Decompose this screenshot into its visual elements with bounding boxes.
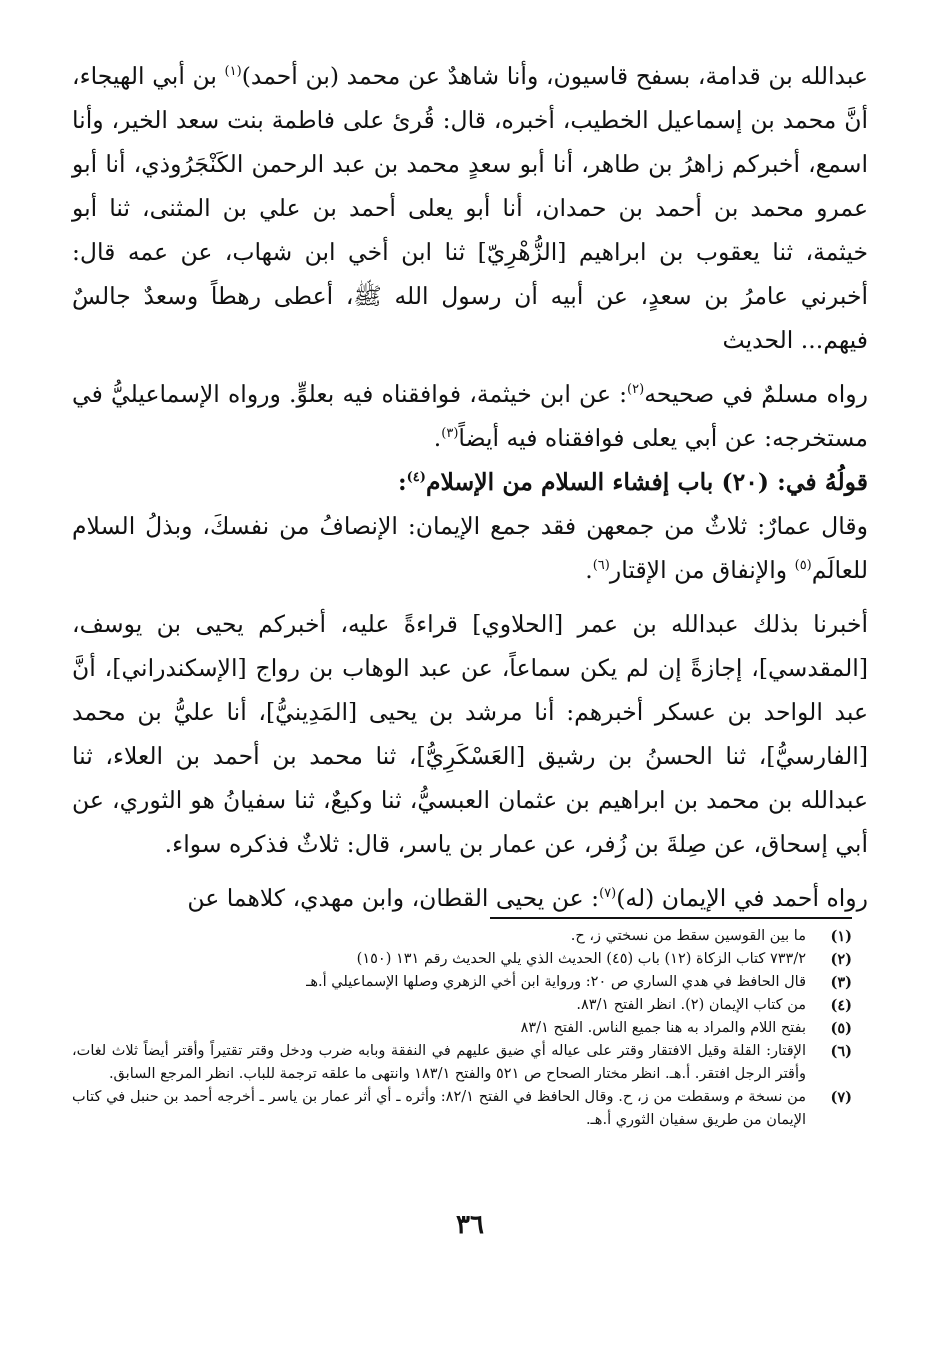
footnote-item <box>72 994 852 1017</box>
footnote-ref-3: (٣) <box>441 426 459 442</box>
paragraph-ammar-quote <box>72 504 868 592</box>
paragraph-riwaya-1 <box>72 372 868 460</box>
page-number: ٣٦ <box>456 1210 484 1240</box>
paragraph-text: : عن يحيى القطان، وابن مهدي، كلاهما عن <box>187 884 600 912</box>
footnote-text: من كتاب الإيمان (٢). انظر الفتح ٨٣/١. <box>576 997 806 1013</box>
paragraph-isnad-1 <box>72 54 868 362</box>
footnote-number: (٥) <box>830 1020 852 1037</box>
footnote-number: (٦) <box>830 1043 852 1060</box>
paragraph-text: والإنفاق من الإقتار <box>609 556 795 584</box>
footnote-item <box>72 925 852 948</box>
footnote-ref-7: (٧) <box>599 886 617 902</box>
footnote-item <box>72 1086 852 1132</box>
footnote-number: (٣) <box>830 974 852 991</box>
footnote-number: (٤) <box>830 997 852 1014</box>
paragraph-text: رواه مسلمٌ في صحيحه <box>644 380 868 408</box>
heading-text: قولُهُ في: (٢٠) باب إفشاء السلام من الإسلام <box>425 468 868 496</box>
heading-text: : <box>397 468 407 496</box>
paragraph-text: رواه أحمد في الإيمان (له) <box>616 884 868 912</box>
footnote-ref-6: (٦) <box>592 558 610 574</box>
footnote-text: قال الحافظ في هدي الساري ص ٢٠: ورواية ابن أخي الزهري وصلها الإسماعيلي أ.هـ <box>306 974 806 990</box>
footnote-item <box>72 971 852 994</box>
paragraph-text: وقال عمارٌ: ثلاثٌ من جمعهن فقد جمع الإيمان: الإنصافُ من نفسكَ، وبذلُ السلام للعالَم <box>72 512 868 584</box>
paragraph-text: : عن ابن خيثمة، فوافقناه فيه بعلوٍّ. ورواه الإسماعيليُّ في مستخرجه: عن أبي يعلى فوافقناه فيه أيضاً <box>72 380 868 452</box>
footnotes-section <box>72 925 852 1132</box>
paragraph-isnad-2 <box>72 602 868 866</box>
footnote-text: ما بين القوسين سقط من نسختي ز، ح. <box>570 928 806 944</box>
paragraph-text: . <box>585 556 593 584</box>
paragraph-text: . <box>433 424 442 452</box>
footnote-text: بفتح اللام والمراد به هنا جميع الناس. الفتح ٨٣/١ <box>520 1020 806 1036</box>
paragraph-text: أخبرنا بذلك عبدالله بن عمر [الحلاوي] قراءةً عليه، أخبركم يحيى بن يوسف، [المقدسي]، إجازةً إن لم يكن سماعاً، عن عبد الوهاب بن رواج [الإسكندراني]، أنَّ عبد الواحد بن عسكر أخبرهم: أنا مرشد بن يحيى [المَدِينيُّ]، أنا عليُّ بن محمد [الفارسيُّ]، ثنا الحسنُ بن رشيق [العَسْكَرِيُّ]، ثنا محمد بن أحمد بن العلاء، ثنا عبدالله بن محمد بن ابراهيم بن عثمان العبسيُّ، ثنا وكيعٌ، ثنا سفيانُ هو الثوري، عن أبي إسحاق، عن صِلةَ بن زُفر، عن عمار بن ياسر، قال: ثلاثٌ فذكره سواء. <box>72 610 868 858</box>
footnote-ref-1: (١) <box>224 64 242 80</box>
paragraph-text: عبدالله بن قدامة، بسفح قاسيون، وأنا شاهدٌ عن محمد (بن أحمد) <box>241 62 868 90</box>
footnote-number: (٢) <box>830 951 852 968</box>
footnote-item <box>72 948 852 971</box>
footnote-item <box>72 1040 852 1086</box>
footnote-ref-2: (٢) <box>627 382 645 398</box>
footnote-ref-4: (٤) <box>406 470 426 486</box>
paragraph-text: بن أبي الهيجاء، أنَّ محمد بن إسماعيل الخطيب، أخبره، قال: قُرئ على فاطمة بنت سعد الخير، وأنا اسمع، أخبركم زاهرُ بن طاهر، أنا أبو سعدٍ محمد بن عبد الرحمن الكَنْجَرُوذي، أنا أبو عمرو محمد بن أحمد بن حمدان، أنا أبو يعلى أحمد بن علي بن المثنى، ثنا أبو خيثمة، ثنا يعقوب بن ابراهيم [الزُّهْرِيّ] ثنا ابن أخي ابن شهاب، عن عمه قال: أخبرني عامرُ بن سعدٍ، عن أبيه أن رسول الله ﷺ، أعطى رهطاً وسعدٌ جالسٌ فيهم... الحديث <box>72 62 868 354</box>
footnote-number: (٧) <box>830 1089 852 1106</box>
footnote-item <box>72 1017 852 1040</box>
footnote-text: ٧٣٣/٢ كتاب الزكاة (١٢) باب (٤٥) الحديث الذي يلي الحديث رقم ١٣١ (١٥٠) <box>356 951 806 967</box>
footnote-number: (١) <box>830 928 852 945</box>
chapter-heading <box>72 460 868 504</box>
footnote-text: الإقتار: القلة وقيل الافتقار وقتر على عياله أي ضيق عليهم في النفقة وبابه ضرب ودخل وقتر تقتيراً وأقتر أيضاً ثلاث لغات، وأقتر الرجل افتقر. أ.هـ. انظر مختار الصحاح ص ٥٢١ والفتح ١٨٣/١ وانتهى ما علقه ترجمة للباب. انظر المرجع السابق. <box>72 1043 806 1082</box>
paragraph-riwaya-2 <box>72 876 868 920</box>
footnote-ref-5: (٥) <box>794 558 812 574</box>
main-text <box>72 54 868 920</box>
footnote-text: من نسخة م وسقطت من ز، ح. وقال الحافظ في الفتح ٨٢/١: وأثره ـ أي أثر عمار بن ياسر ـ أخرجه أحمد بن حنبل في كتاب الإيمان من طريق سفيان الثوري أ.هـ. <box>72 1089 806 1128</box>
footnote-separator <box>490 917 852 919</box>
